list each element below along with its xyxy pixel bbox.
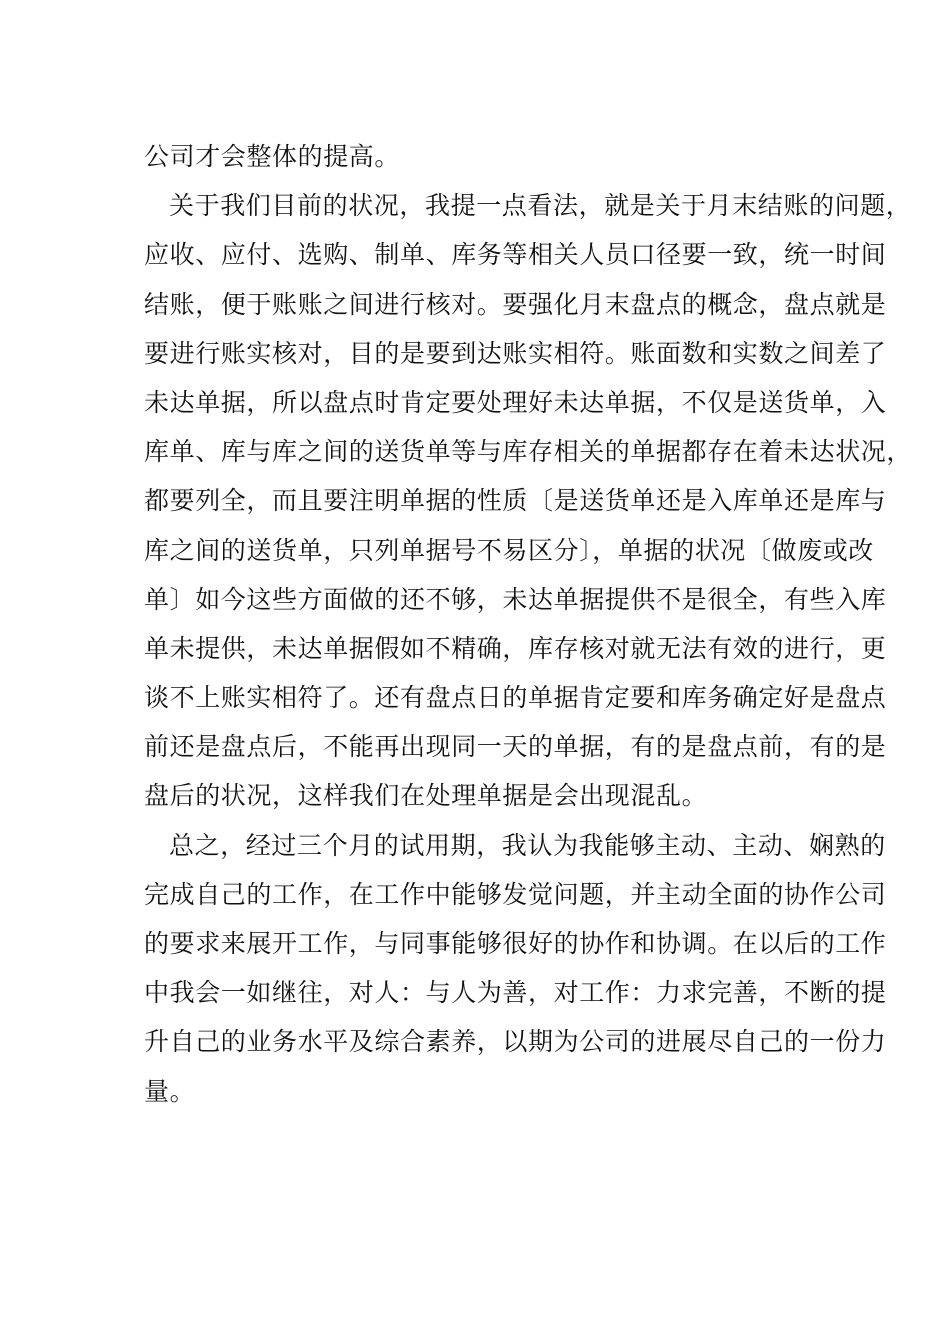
text-line: 谈不上账实相符了。还有盘点日的单据肯定要和库务确定好是盘点	[144, 683, 887, 713]
document-body	[144, 132, 913, 1116]
text-line: 单〕如今这些方面做的还不够，未达单据提供不是很全，有些入库	[144, 584, 887, 614]
text-line: 未达单据，所以盘点时肯定要处理好未达单据，不仅是送货单，入	[144, 387, 887, 417]
text-line: 总之，经过三个月的试用期，我认为我能够主动、主动、娴熟的	[169, 830, 886, 860]
text-line: 关于我们目前的状况，我提一点看法，就是关于月末结账的问题，	[169, 191, 912, 221]
text-line: 盘后的状况，这样我们在处理单据是会出现混乱。	[144, 781, 708, 811]
text-line: 的要求来展开工作，与同事能够很好的协作和协调。在以后的工作	[144, 929, 887, 958]
text-line: 库之间的送货单，只列单据号不易区分〕，单据的状况〔做废或改	[144, 535, 874, 565]
text-line: 应收、应付、选购、制单、库务等相关人员口径要一致，统一时间	[144, 240, 887, 270]
text-line: 要进行账实核对，目的是要到达账实相符。账面数和实数之间差了	[144, 338, 887, 368]
text-line: 量。	[144, 1076, 196, 1106]
text-line: 结账，便于账账之间进行核对。要强化月末盘点的概念，盘点就是	[144, 289, 887, 319]
text-line: 单未提供，未达单据假如不精确，库存核对就无法有效的进行，更	[144, 633, 887, 663]
text-line: 库单、库与库之间的送货单等与库存相关的单据都存在着未达状况，	[144, 437, 913, 467]
text-line: 公司才会整体的提高。	[144, 142, 401, 171]
text-line: 中我会一如继往，对人：与人为善，对工作：力求完善，不断的提	[144, 978, 887, 1008]
text-line: 都要列全，而且要注明单据的性质〔是送货单还是入库单还是库与	[144, 486, 887, 516]
text-line: 完成自己的工作，在工作中能够发觉问题，并主动全面的协作公司	[144, 879, 887, 909]
text-line: 升自己的业务水平及综合素养，以期为公司的进展尽自己的一份力	[144, 1027, 887, 1057]
text-line: 前还是盘点后，不能再出现同一天的单据，有的是盘点前，有的是	[144, 732, 887, 762]
